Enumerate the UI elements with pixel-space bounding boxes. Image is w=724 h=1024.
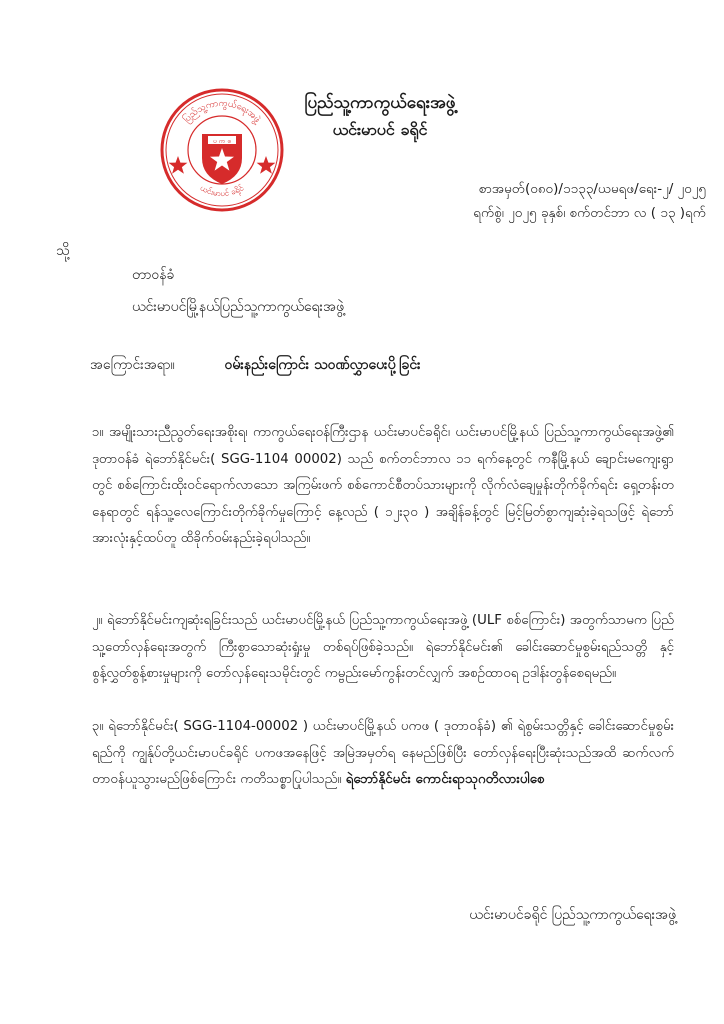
left-star-icon — [169, 156, 188, 174]
closing-wish: ရဲဘော်နိုင်မင်း ကောင်းရာသုဂတိလားပါစေ — [345, 772, 545, 787]
paragraph-3 — [92, 714, 674, 794]
paragraph-3-text — [92, 714, 674, 794]
star-shield-seal-icon — [158, 86, 286, 214]
recipient-line-1: တာဝန်ခံ — [132, 267, 175, 283]
organization-seal-logo — [158, 86, 286, 214]
recipient-line-2: ယင်းမာပင်မြို့နယ်ပြည်သူ့ကာကွယ်ရေးအဖွဲ့ — [132, 299, 344, 315]
seal-text-top: ပြည်သူ့ကာကွယ်ရေးအဖွဲ့ — [181, 98, 263, 125]
organization-subtitle: ယင်းမာပင် ခရိုင် — [332, 120, 428, 139]
paragraph-1-text: ၁။ အမျိုးသားညီညွတ်ရေးအစိုးရ၊ ကာကွယ်ရေးဝန်ကြီးဌာန ယင်းမာပင်ခရိုင်၊ ယင်းမာပင်မြို့နယ် ပြည်သူ့ကာကွယ်ရေးအဖွဲ့၏ ဒုတာဝန်ခံ ရဲဘော်နိုင်မင်း( SGG-1104 00002) သည် စက်တင်ဘာလ ၁၁ ရက်နေ့တွင် ကနီမြို့နယ် ချောင်းမကျေးရွာတွင် စစ်ကြောင်းထိုးဝင်ရောက်လာသော အကြမ်းဖက် စစ်ကောင်စီတပ်သားများကို လိုက်လံချေမှုန်းတိုက်ခိုက်ရင်း ရှေ့တန်းတနေရာတွင် ရန်သူ့လေကြောင်းတိုက်ခိုက်မှုကြောင့် နေ့လည် ( ၁၂း၃၀ ) အချိန်ခန့်တွင် မြင့်မြတ်စွာကျဆုံးခဲ့ရသဖြင့် ရဲဘော်အားလုံးနှင့်ထပ်တူ ထိခိုက်ဝမ်းနည်းခဲ့ရပါသည်။ — [92, 425, 674, 546]
organization-title: ပြည်သူ့ကာကွယ်ရေးအဖွဲ့ — [304, 93, 456, 113]
recipient-to-label: သို့ — [56, 243, 70, 259]
paragraph-3-main: ၃။ ရဲဘော်နိုင်မင်း( SGG-1104-00002 ) ယင်းမာပင်မြို့နယ် ပကဖ ( ဒုတာဝန်ခံ) ၏ ရဲစွမ်းသတ္တိနှင့် ခေါင်းဆောင်မှုစွမ်းရည်ကို ကျွန်ုပ်တို့ယင်းမာပင်ခရိုင် ပကဖအနေဖြင့် အမြဲအမှတ်ရ နေမည်ဖြစ်ပြီး တော်လှန်ရေးပြီးဆုံးသည်အထိ ဆက်လက်တာဝန်ယူသွားမည်ဖြစ်ကြောင်း ကတိသစ္စာပြုပါသည်။ — [92, 719, 674, 787]
signature-line: ယင်းမာပင်ခရိုင် ပြည်သူ့ကာကွယ်ရေးအဖွဲ့ — [469, 907, 676, 923]
paragraph-1 — [92, 420, 674, 553]
reference-date: ရက်စွဲ၊ ၂၀၂၅ ခုနှစ်၊ စက်တင်ဘာ လ ( ၁၃ )ရက် — [473, 205, 706, 221]
right-star-icon — [257, 156, 276, 174]
seal-badge-text: ပ က ဖ — [213, 137, 231, 145]
subject-text: ဝမ်းနည်းကြောင်း သဝဏ်လွှာပေးပို့ခြင်း — [224, 357, 421, 373]
paragraph-2-text: ၂။ ရဲဘော်နိုင်မင်းကျဆုံးရခြင်းသည် ယင်းမာပင်မြို့နယ် ပြည်သူ့ကာကွယ်ရေးအဖွဲ့ (ULF စစ်ကြောင်း) အတွက်သာမက ပြည်သူ့တော်လှန်ရေးအတွက် ကြီးစွာသောဆုံးရှုံးမှု တစ်ရပ်ဖြစ်ခဲ့သည်။ ရဲဘော်နိုင်မင်း၏ ခေါင်းဆောင်မှုစွမ်းရည်သတ္တိ နှင့် စွန့်လွှတ်စွန့်စားမှုများကို တော်လှန်ရေးသမိုင်းတွင် ကမ္ဗည်းမော်ကွန်းတင်လျှက် အစဉ်ထာဝရ ဥဒါန်းတွန်စေရမည်။ — [92, 613, 674, 681]
reference-number: စာအမှတ်(၀၈၀)/၁၁၃၃/ယမရဖ/ရေး-၂/ ၂၀၂၅ — [478, 181, 706, 197]
paragraph-2 — [92, 608, 674, 688]
subject-label: အကြောင်းအရာ။ — [90, 357, 175, 373]
subject-line — [90, 354, 421, 376]
seal-text-bottom: ယင်းမာပင် ခရိုင် — [198, 183, 246, 199]
